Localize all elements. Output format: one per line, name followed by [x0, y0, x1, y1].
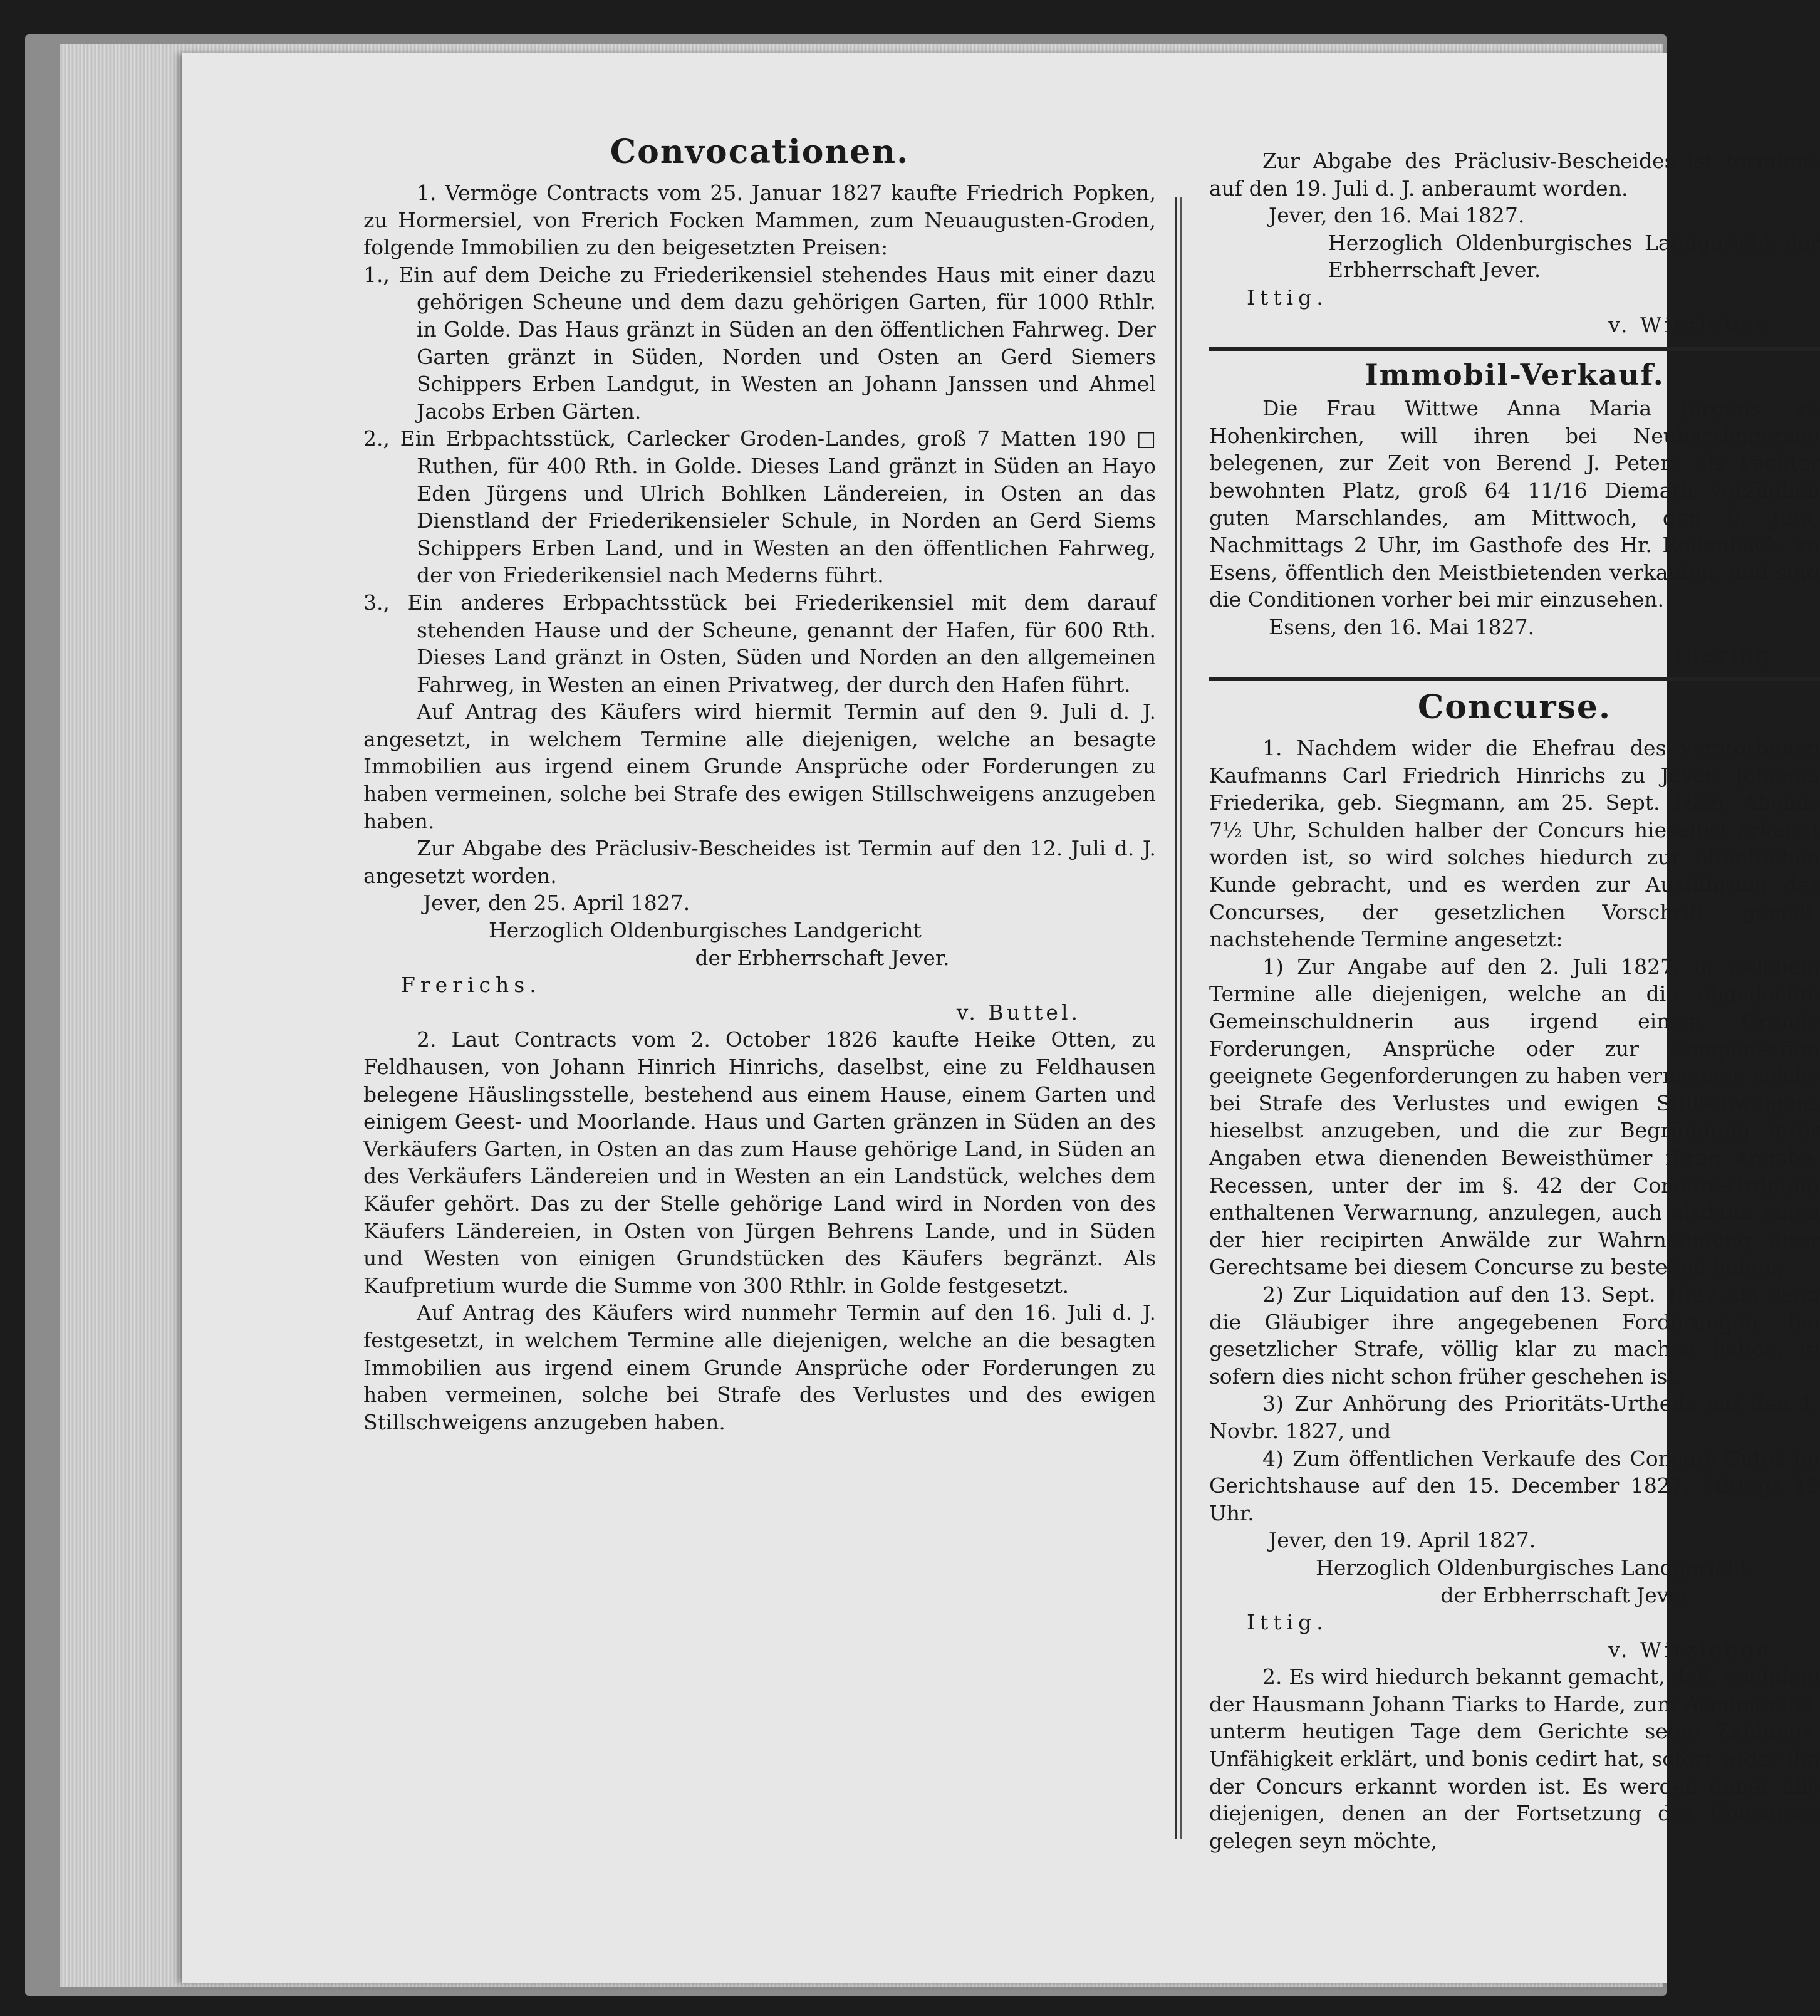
heading-concurse: Concurse.: [1417, 688, 1612, 727]
heading-immobil-verkauf: Immobil-Verkauf.: [1365, 358, 1665, 392]
notice-2-antrag: Auf Antrag des Käufers wird nunmehr Termin auf den 16. Juli d. J. festgesetzt, in welchem Termine alle diejenigen, welche an die besagten Immobilien aus irgend einem Grunde Ansprüche oder Forderungen zu haben vermeinen, solche bei Strafe des Verlustes und des ewigen Stillschweigens anzugeben haben.: [363, 1300, 1156, 1434]
continued-signature-ittig: Ittig.: [1247, 285, 1328, 310]
notice-1-antrag: Auf Antrag des Käufers wird hiermit Termin auf den 9. Juli d. J. angesetzt, in welchem Termine alle diejenigen, welche an besagte Immobilien aus irgend einem Grunde Ansprüche oder Forderungen zu haben vermeinen, solche bei Strafe des ewigen Stillschweigens anzugeben haben.: [363, 699, 1156, 833]
concurs-1-intro: 1. Nachdem wider die Ehefrau des verstorbenen Kaufmanns Carl Friedrich Hinrichs zu Jever, Johanna Friederika, geb. Siegmann, am 25. Sept. 1826, Abends 7½ Uhr, Schulden halber der Concurs hieselbst erkannt worden ist, so wird solches hiedurch zur öffentlichen Kunde gebracht, und es werden zur Ausführung des Concurses, der gesetzlichen Vorschrift gemäß, nachstehende Termine angesetzt:: [1209, 736, 1820, 952]
page: [182, 53, 1820, 1983]
notice-1-court-line-2: der Erbherrschaft Jever.: [695, 945, 950, 970]
notice-1-item-1: 1., Ein auf dem Deiche zu Friederikensiel stehendes Haus mit einer dazu gehörigen Scheune und dem dazu gehörigen Garten, für 1000 Rthlr. in Golde. Das Haus gränzt in Süden an den öffentlichen Fahrweg. Der Garten gränzt in Süden, Norden und Osten an Gerd Siemers Schippers Erben Landgut, in Westen an Johann Janssen und Ahmel Jacobs Erben Gärten.: [363, 262, 1156, 424]
concurs-1-court-line-2: der Erbherrschaft Jever.: [1440, 1582, 1695, 1607]
continued-date: Jever, den 16. Mai 1827.: [1269, 203, 1525, 228]
concurs-1-item-3: 3) Zur Anhörung des Prioritäts-Urtheils auf den 1. Novbr. 1827, und: [1209, 1391, 1820, 1443]
notice-2-intro: 2. Laut Contracts vom 2. October 1826 kaufte Heike Otten, zu Feldhausen, von Johann Hinrich Hinrichs, daselbst, eine zu Feldhausen belegene Häuslingsstelle, bestehend aus einem Hause, einem Garten und einigem Geest- und Moorlande. Haus und Garten gränzen in Süden an des Verkäufers Garten, in Osten an das zum Hause gehörige Land, in Süden an des Verkäufers Ländereien und in Westen an ein Landstück, welches dem Käufer gehört. Das zu der Stelle gehörige Land wird in Norden von des Käufers Ländereien, in Osten von Jürgen Behrens Lande, und in Süden und Westen von einigen Grundstücken des Käufers begränzt. Als Kaufpretium wurde die Summe von 300 Rthlr. in Golde festgesetzt.: [363, 1027, 1156, 1298]
section-rule-1: [1209, 347, 1820, 351]
notice-1-item-2: 2., Ein Erbpachtsstück, Carlecker Groden-Landes, groß 7 Matten 190 □ Ruthen, für 400 Rth. in Golde. Dieses Land gränzt in Süden an Hayo Eden Jürgens und Ulrich Bohlken Ländereien, in Osten an das Dienstland der Friederikensieler Schule, in Norden an Gerd Siems Schippers Erben Land, und in Westen an den öffentlichen Fahrweg, der von Friederikensiel nach Mederns führt.: [363, 426, 1156, 588]
continued-abgabe: Zur Abgabe des Präclusiv-Bescheides ist terminus auf den 19. Juli d. J. anberaumt worden.: [1209, 149, 1820, 201]
concurs-1-item-2: 2) Zur Liquidation auf den 13. Sept. 1827, da denn die Gläubiger ihre angegebenen Forderungen, bei gesetzlicher Strafe, völlig klar zu machen haben, in sofern dies nicht schon früher geschehen ist;: [1209, 1282, 1820, 1389]
notice-1-signature-frerichs: Frerichs.: [401, 973, 541, 998]
continued-court: Herzoglich Oldenburgisches Landgericht der Erbherrschaft Jever.: [1328, 230, 1820, 283]
continued-signature-witzleben: v. Witzleben.: [1608, 312, 1782, 337]
notice-1-intro: 1. Vermöge Contracts vom 25. Januar 1827 kaufte Friedrich Popken, zu Hormersiel, von Frerich Focken Mammen, zum Neuaugusten-Groden, folgende Immobilien zu den beigesetzten Preisen:: [363, 180, 1156, 260]
verkauf-date: Esens, den 16. Mai 1827.: [1269, 614, 1535, 639]
concurs-1-court-line-1: Herzoglich Oldenburgisches Landgericht: [1316, 1555, 1749, 1580]
concurs-1-item-1: 1) Zur Angabe auf den 2. Juli 1827, in welchem Termine alle diejenigen, welche an die obgedachte Gemeinschuldnerin aus irgend einem Grunde Forderungen, Ansprüche oder zur Compensation geeignete Gegenforderungen zu haben vermeinen, solche bei Strafe des Verlustes und ewigen Stillschweigens hieselbst anzugeben, und die zur Begründung ihrer Angaben etwa dienenden Beweisthümer ihren Angabe-Recessen, unter der im §. 42 der Concurs-Ordnung enthaltenen Verwarnung, anzulegen, auch alsdann einen der hier recipirten Anwälde zur Wahrnehmung ihrer Gerechtsame bei diesem Concurse zu bestellen haben;: [1209, 954, 1820, 1280]
notice-1-item-3: 3., Ein anderes Erbpachtsstück bei Friederikensiel mit dem darauf stehenden Hause und der Scheune, genannt der Hafen, für 600 Rth. Dieses Land gränzt in Osten, Süden und Norden an den allgemeinen Fahrweg, in Westen an einen Privatweg, der durch den Hafen führt.: [363, 590, 1156, 697]
right-column: [1209, 147, 1820, 1854]
verkauf-text: Die Frau Wittwe Anna Maria Jürgens, zu Hohenkirchen, will ihren bei Neuharrlingersiel belegenen, zur Zeit von Berend J. Peters als Pächter bewohnten Platz, groß 64 11/16 Diemath vorzüglich guten Marschlandes, am Mittwoch, den 6. Juni, Nachmittags 2 Uhr, im Gasthofe des Hr. Rodenbäck, zu Esens, öffentlich den Meistbietenden verkaufen, und sind die Conditionen vorher bei mir einzusehen.: [1209, 396, 1820, 612]
notice-1-court-line-1: Herzoglich Oldenburgisches Landgericht: [489, 918, 922, 943]
notice-1-date: Jever, den 25. April 1827.: [423, 890, 690, 916]
section-rule-2: [1209, 677, 1820, 681]
concurs-1-signature-witzleben: v. Witzleben.: [1608, 1637, 1782, 1662]
verkauf-signature-ihering: Ihering.: [1673, 642, 1782, 667]
concurs-1-item-4: 4) Zum öffentlichen Verkaufe des Concurs-Gutes im Gerichtshause auf den 15. December 1827, Mittags 12 Uhr.: [1209, 1446, 1820, 1525]
column-divider: [1175, 197, 1182, 1839]
heading-convocationen: Convocationen.: [610, 133, 910, 171]
concurs-1-signature-ittig: Ittig.: [1247, 1610, 1328, 1635]
notice-1-signature-buttel: v. Buttel.: [956, 1000, 1081, 1025]
concurs-2-intro: 2. Es wird hiedurch bekannt gemacht, daß, nachdem der Hausmann Johann Tiarks to Harde, zum Accumersiel, unterm heutigen Tage dem Gerichte seine Zahlungs-Unfähigkeit erklärt, und bonis cedirt hat, sofort wider ihn der Concurs erkannt worden ist. Es werden daher alle diejenigen, denen an der Fortsetzung des Concurses gelegen seyn möchte,: [1209, 1664, 1820, 1853]
left-column: [363, 132, 1156, 1436]
notice-1-abgabe: Zur Abgabe des Präclusiv-Bescheides ist Termin auf den 12. Juli d. J. angesetzt worden.: [363, 836, 1156, 888]
concurs-1-date: Jever, den 19. April 1827.: [1269, 1528, 1536, 1553]
